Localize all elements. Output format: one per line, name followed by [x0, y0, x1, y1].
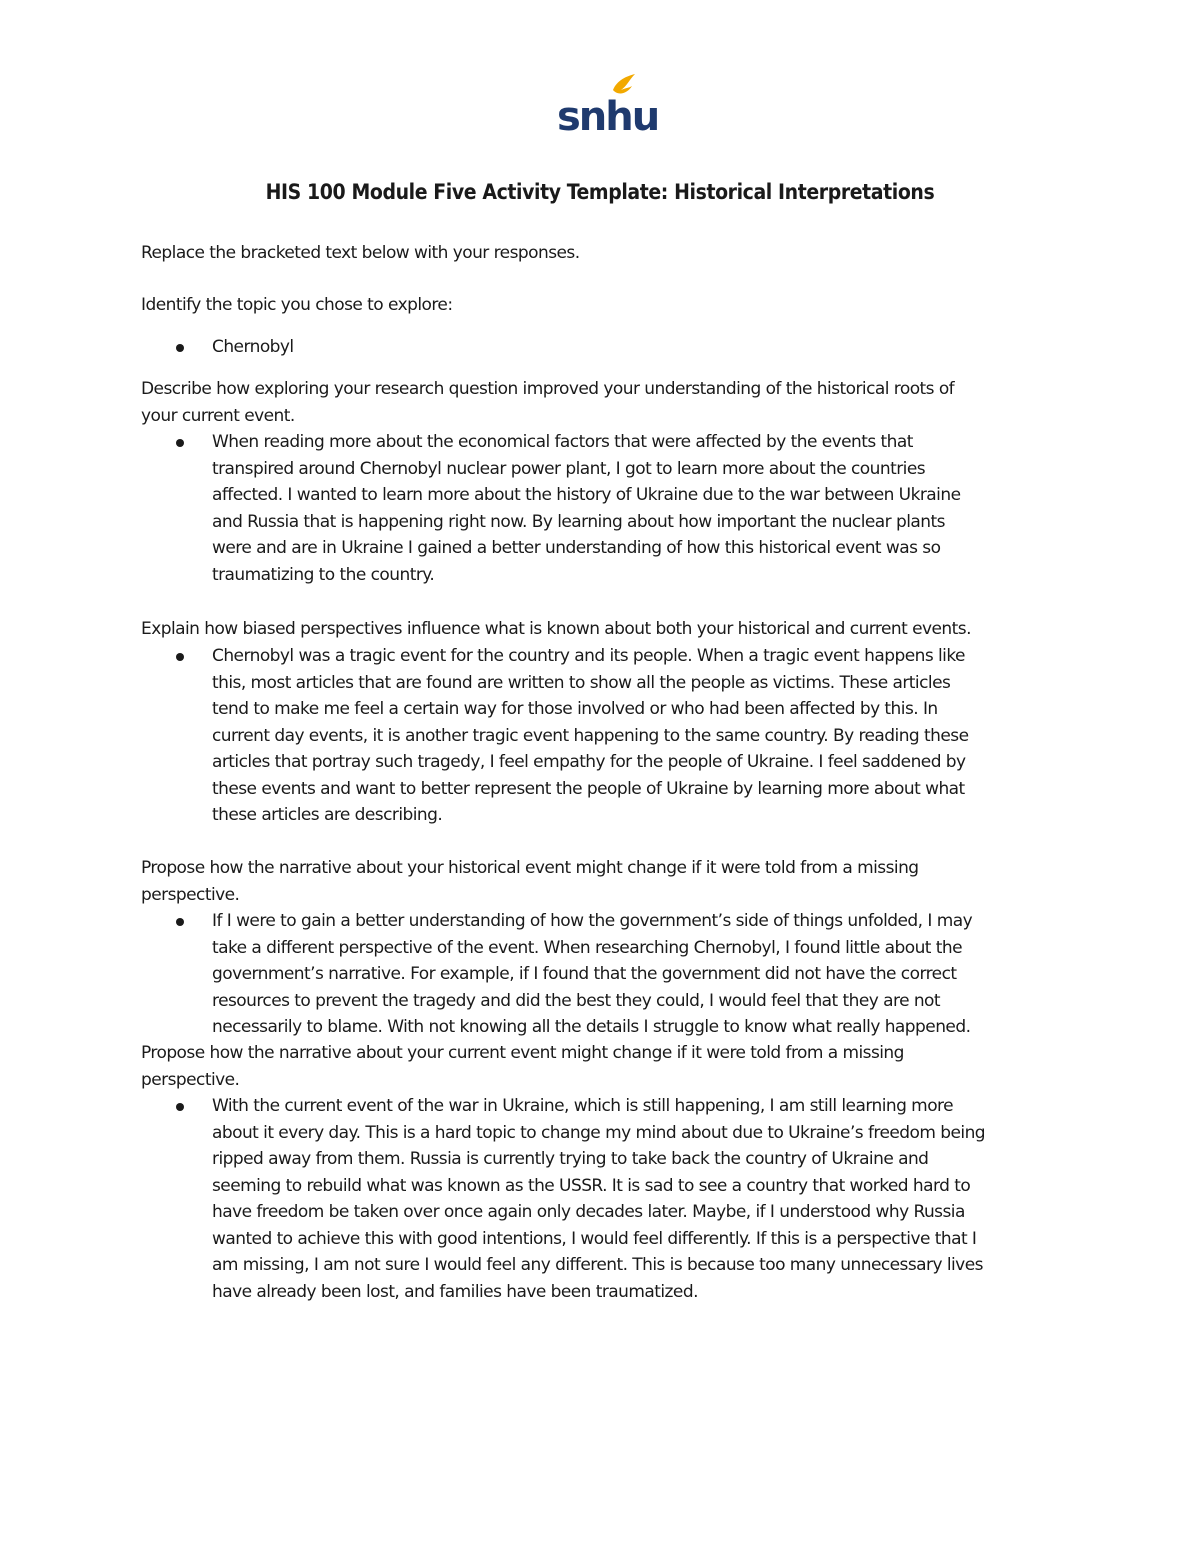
answer-line: necessarily to blame. With not knowing all the details I struggle to know what really happened. — [212, 1017, 971, 1037]
section-3-prompt — [141, 616, 1061, 643]
instructions-text: Replace the bracketed text below with your responses. — [141, 243, 580, 263]
answer-line: these articles are describing. — [212, 805, 443, 825]
section-5-answer — [141, 1093, 1061, 1305]
answer-line: transpired around Chernobyl nuclear power plant, I got to learn more about the countries — [212, 458, 926, 479]
answer-line: were and are in Ukraine I gained a better understanding of how this historical event was so — [212, 538, 941, 558]
section-1-answer — [141, 334, 1061, 361]
answer-line: and Russia that is happening right now. By learning about how important the nuclear plants — [212, 511, 945, 532]
answer-line: With the current event of the war in Ukraine, which is still happening, I am still learning more — [212, 1096, 954, 1116]
answer-line: tend to make me feel a certain way for those involved or who had been affected by this. In — [212, 699, 938, 719]
answer-line: Chernobyl was a tragic event for the country and its people. When a tragic event happens like — [212, 646, 965, 666]
answer-line: articles that portray such tragedy, I feel empathy for the people of Ukraine. I feel saddened by — [212, 752, 966, 772]
answer-line: current day events, it is another tragic event happening to the same country. By reading these — [212, 725, 969, 746]
answer-line: these events and want to better represent the people of Ukraine by learning more about what — [212, 778, 965, 799]
snhu-logo — [555, 74, 659, 140]
section-3-answer — [141, 643, 1061, 829]
prompt-line: perspective. — [141, 884, 240, 905]
prompt-line: Describe how exploring your research question improved your understanding of the historical roots of — [141, 379, 955, 399]
answer-line: resources to prevent the tragedy and did the best they could, I would feel that they are not — [212, 990, 941, 1011]
answer-line: Chernobyl — [212, 337, 294, 357]
prompt-line: perspective. — [141, 1069, 240, 1090]
answer-line: affected. I wanted to learn more about the history of Ukraine due to the war between Ukraine — [212, 485, 961, 505]
answer-line: If I were to gain a better understanding of how the government’s side of things unfolded, I may — [212, 911, 973, 931]
prompt-line: Propose how the narrative about your historical event might change if it were told from a missing — [141, 858, 919, 878]
bullet-icon — [176, 918, 184, 926]
bullet-icon — [176, 344, 184, 352]
answer-line: this, most articles that are found are written to show all the people as victims. These articles — [212, 672, 951, 693]
answer-line: have already been lost, and families have been traumatized. — [212, 1281, 698, 1302]
document-title: HIS 100 Module Five Activity Template: Historical Interpretations — [265, 180, 935, 204]
section-4-answer — [141, 908, 1061, 1041]
answer-line: seeming to rebuild what was known as the USSR. It is sad to see a country that worked hard to — [212, 1175, 971, 1196]
answer-line: government’s narrative. For example, if I found that the government did not have the correct — [212, 964, 957, 984]
prompt-line: your current event. — [141, 405, 295, 426]
flame-icon — [613, 74, 635, 93]
prompt-line: Identify the topic you chose to explore: — [141, 295, 453, 315]
section-1-prompt — [141, 292, 1061, 319]
svg-text:snhu: snhu — [557, 94, 659, 140]
section-2-answer — [141, 429, 1061, 588]
answer-line: have freedom be taken over once again only decades later. Maybe, if I understood why Russia — [212, 1202, 965, 1222]
answer-line: take a different perspective of the event. When researching Chernobyl, I found little about the — [212, 937, 963, 958]
section-4-prompt — [141, 855, 1061, 908]
answer-line: When reading more about the economical factors that were affected by the events that — [212, 432, 913, 452]
section-5-prompt — [141, 1040, 1061, 1093]
prompt-line: Propose how the narrative about your current event might change if it were told from a missing — [141, 1043, 904, 1063]
prompt-line: Explain how biased perspectives influence what is known about both your historical and current events. — [141, 619, 971, 639]
answer-line: ripped away from them. Russia is currently trying to take back the country of Ukraine and — [212, 1149, 929, 1169]
answer-line: traumatizing to the country. — [212, 564, 435, 585]
answer-line: wanted to achieve this with good intentions, I would feel differently. If this is a perspective that I — [212, 1228, 977, 1249]
answer-line: about it every day. This is a hard topic to change my mind about due to Ukraine’s freedom being — [212, 1122, 986, 1143]
section-2-prompt — [141, 376, 1061, 429]
answer-line: am missing, I am not sure I would feel any different. This is because too many unnecessary lives — [212, 1255, 983, 1275]
bullet-icon — [176, 653, 184, 661]
bullet-icon — [176, 1103, 184, 1111]
bullet-icon — [176, 439, 184, 447]
